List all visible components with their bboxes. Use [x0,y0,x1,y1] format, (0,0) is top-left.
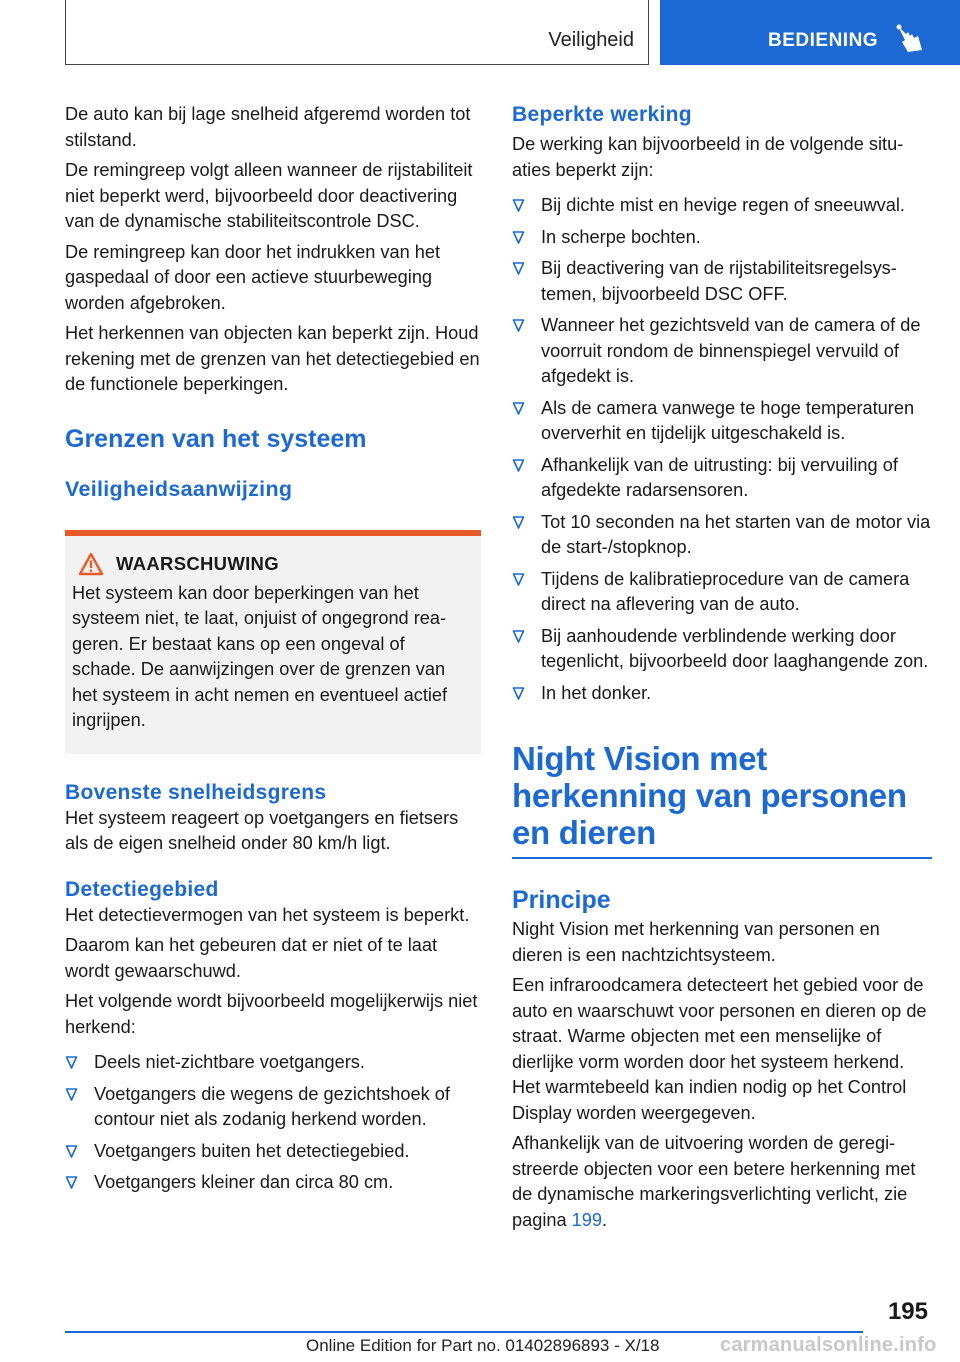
detect-paragraph-2: Daarom kan het gebeuren dat er niet of te laat wordt gewaarschuwd. [65,935,438,981]
warning-title: WAARSCHUWING [116,552,279,574]
list-item: Wanneer het gezichtsveld van de camera of de voorruit rondom de binnenspiegel vervuild of afgedekt is. [512,313,932,390]
page-link[interactable]: 199 [571,1209,603,1230]
triangle-bullet-icon [512,629,525,644]
list-item: Bij dichte mist en hevige regen of sneeuwval. [512,193,932,219]
triangle-bullet-icon [65,1055,78,1070]
footer-rule [65,1331,863,1333]
triangle-bullet-icon [512,401,525,416]
intro-paragraph-4: Het herkennen van objecten kan beperkt zijn. Houd rekening met de grenzen van het detectiegebied en de functionele beperkingen. [65,323,480,394]
intro-paragraph-2: De remingreep volgt alleen wanneer de rijstabiliteit niet beperkt werd, bijvoorbeeld door deactivering van de dynamische stabiliteitscontrole DSC. [65,160,473,231]
chapter-heading-night-vision: Night Vision met herkenning van personen en dieren [512,740,907,851]
triangle-bullet-icon [512,458,525,473]
warning-text: Het systeem kan door beperkingen van het systeem niet, te laat, onjuist of ongegrond reageren. Er bestaat kans op een ongeval of schade. De aanwijzingen over de grenzen van het systeem in acht nemen en eventueel actief ingrijpen. [72,582,448,730]
triangle-bullet-icon [512,686,525,701]
list-item: Tijdens de kalibratieprocedure van de camera direct na aflevering van de auto. [512,567,932,618]
triangle-bullet-icon [65,1087,78,1102]
footer-edition: Online Edition for Part no. 01402896893 - X/18 [306,1336,660,1355]
header-frame [65,0,649,65]
triangle-bullet-icon [512,198,525,213]
warning-box [65,536,481,754]
list-item: Bij aanhoudende verblindende werking door tegenlicht, bijvoorbeeld door laaghangende zon. [512,624,932,675]
principle-heading: Principe [512,886,611,914]
hand-pointer-icon [896,24,924,54]
principle-paragraph-1: Night Vision met herkenning van personen en dieren is een nachtzichtsysteem. [512,919,880,965]
warning-triangle-icon [78,552,104,576]
detect-paragraph-1: Het detectievermogen van het systeem is beperkt. [65,904,470,925]
list-item: Tot 10 seconden na het starten van de motor via de start-/stopknop. [512,510,932,561]
list-item: Voetgangers kleiner dan circa 80 cm. [65,1170,481,1196]
list-item: Als de camera vanwege te hoge temperaturen oververhit en tijdelijk uitgeschakeld is. [512,396,932,447]
list-item: Afhankelijk van de uitrusting: bij vervuiling of afgedekte radarsensoren. [512,453,932,504]
principle-paragraph-3: Afhankelijk van de uitvoering worden de geregistreerde objecten voor een betere herkenning met de dynamische markeringsverlichting verlicht, zie pagina 199. [512,1133,916,1230]
heading-rule [512,857,932,859]
principle-paragraph-2: Een infraroodcamera detecteert het gebied voor de auto en waarschuwt voor personen en dieren op de straat. Warme objecten met een menselijke of dierlijke vorm worden door het systeem herkend. Het warmtebeeld kan indien nodig op het Control Display worden weergegeven. [512,975,927,1123]
triangle-bullet-icon [512,261,525,276]
section-title: Veiligheid [548,29,634,51]
left-column [65,102,481,1202]
detect-heading: Detectiegebied [65,877,219,901]
detect-list [65,1050,481,1196]
right-column [512,102,932,1238]
limited-intro: De werking kan bijvoorbeeld in de volgende situaties beperkt zijn: [512,134,904,180]
list-item: Voetgangers buiten het detectiegebied. [65,1139,481,1165]
safety-heading: Veiligheidsaanwijzing [65,476,293,501]
triangle-bullet-icon [512,515,525,530]
section-heading-limits: Grenzen van het systeem [65,424,367,453]
list-item: In het donker. [512,681,932,707]
chapter-tab-label: BEDIENING [768,30,879,51]
speed-heading: Bovenste snelheidsgrens [65,780,327,804]
page-number: 195 [887,1298,928,1325]
warning-title-row [72,552,471,576]
intro-paragraph-1: De auto kan bij lage snelheid afgeremd worden tot stilstand. [65,104,471,150]
footer-watermark: carmanualsonline.info [720,1334,937,1356]
intro-paragraph-3: De remingreep kan door het indrukken van het gaspedaal of door een actieve stuurbeweging worden afgebroken. [65,241,441,313]
list-item: Voetgangers die wegens de gezichtshoek of contour niet als zodanig herkend worden. [65,1082,481,1133]
limited-list [512,193,932,706]
detect-paragraph-3: Het volgende wordt bijvoorbeeld mogelijkerwijs niet herkend: [65,991,478,1037]
limited-heading: Beperkte werking [512,103,692,126]
triangle-bullet-icon [512,318,525,333]
list-item: In scherpe bochten. [512,225,932,251]
chapter-tab[interactable] [660,0,960,65]
speed-text: Het systeem reageert op voetgangers en fietsers als de eigen snelheid onder 80 km/h ligt. [65,807,459,853]
list-item: Bij deactivering van de rijstabiliteitsregelsystemen, bijvoorbeeld DSC OFF. [512,256,932,307]
triangle-bullet-icon [512,572,525,587]
list-item: Deels niet-zichtbare voetgangers. [65,1050,481,1076]
triangle-bullet-icon [65,1175,78,1190]
triangle-bullet-icon [65,1144,78,1159]
triangle-bullet-icon [512,230,525,245]
